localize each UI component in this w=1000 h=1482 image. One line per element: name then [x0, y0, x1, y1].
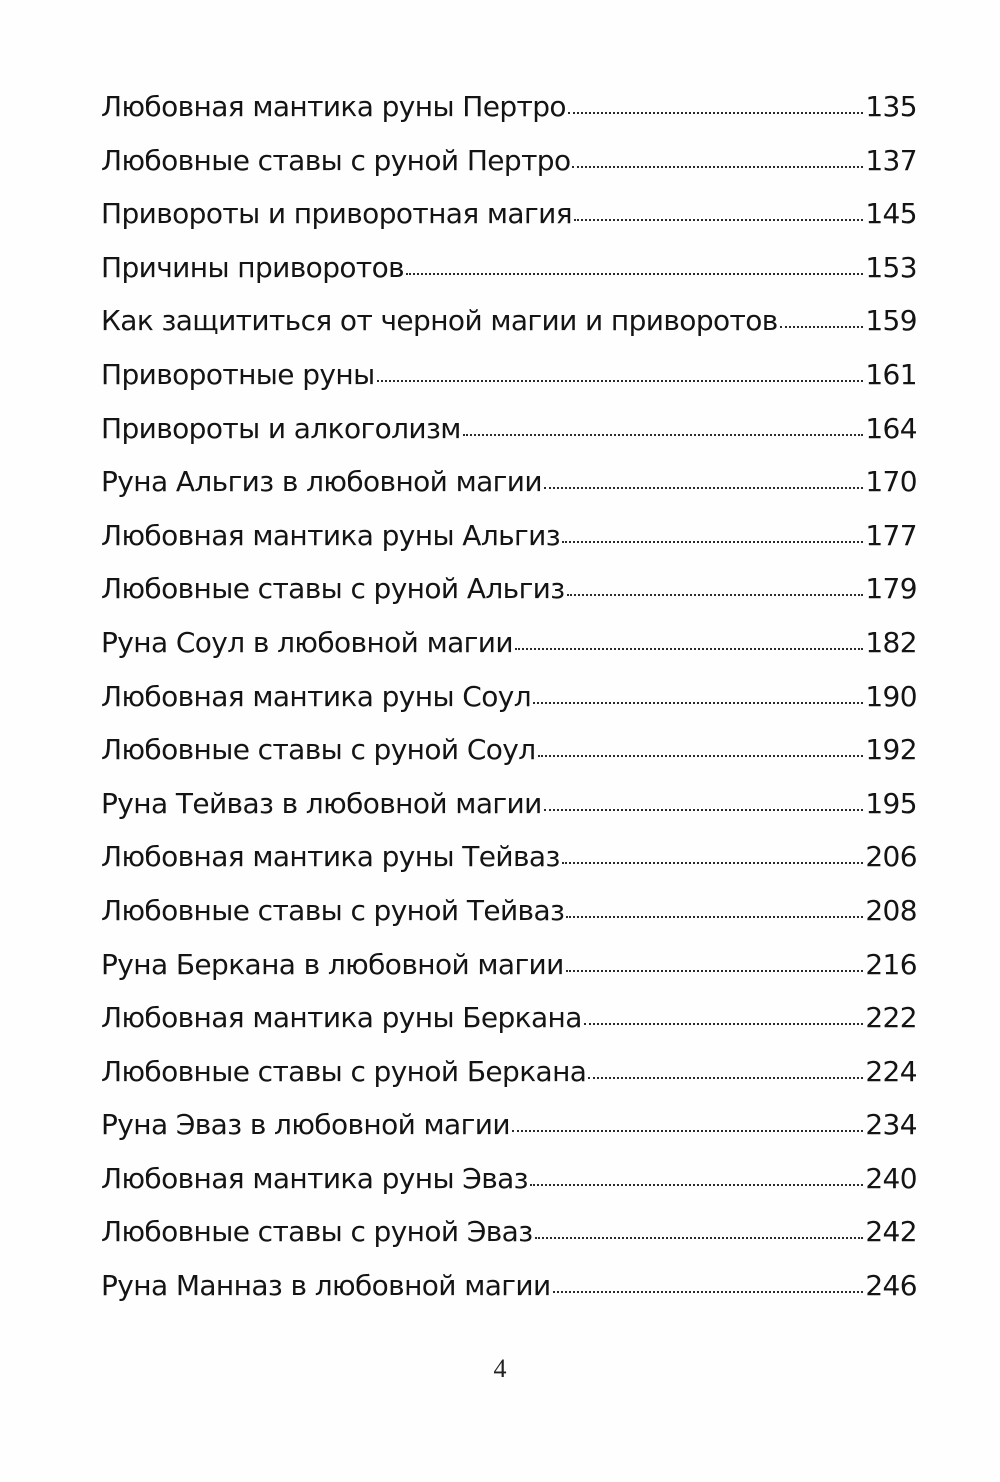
- toc-entry-title: Любовная мантика руны Соул: [101, 679, 532, 713]
- toc-entry-title: Руна Манназ в любовной магии: [101, 1269, 551, 1303]
- toc-entry-title: Любовная мантика руны Беркана: [101, 1001, 582, 1035]
- toc-entry: [101, 197, 917, 251]
- toc-entry-title: Привороты и приворотная магия: [101, 197, 572, 231]
- toc-entry-title: Любовные ставы с руной Беркана: [101, 1054, 587, 1088]
- toc-entry: [101, 1215, 917, 1269]
- dot-leader: [530, 1184, 863, 1186]
- page-number: 4: [493, 1354, 507, 1383]
- toc-entry: [101, 1108, 917, 1162]
- toc-entry-title: Приворотные руны: [101, 357, 375, 391]
- toc-entry: [101, 680, 917, 734]
- toc-entry-page: 159: [865, 304, 917, 338]
- toc-entry-page: 246: [865, 1269, 917, 1303]
- toc-entry: [101, 251, 917, 305]
- toc-entry-title: Руна Соул в любовной магии: [101, 625, 513, 659]
- toc-entry: [101, 304, 917, 358]
- toc-entry-page: 216: [865, 947, 917, 981]
- toc-entry-page: 137: [865, 143, 917, 177]
- toc-entry: [101, 840, 917, 894]
- toc-entry-page: 242: [865, 1215, 917, 1249]
- toc-entry: [101, 948, 917, 1002]
- dot-leader: [588, 1077, 863, 1079]
- dot-leader: [515, 648, 863, 650]
- toc-entry: [101, 412, 917, 466]
- dot-leader: [584, 1023, 864, 1025]
- dot-leader: [572, 166, 863, 168]
- toc-entry-page: 153: [865, 250, 917, 284]
- toc-entry-page: 192: [865, 733, 917, 767]
- toc-entry-title: Любовная мантика руны Пертро: [101, 90, 566, 123]
- dot-leader: [566, 970, 864, 972]
- toc-entry-title: Любовные ставы с руной Соул: [101, 733, 536, 767]
- toc-entry-title: Как защититься от черной магии и приворотов: [101, 304, 778, 338]
- toc-entry: [101, 572, 917, 626]
- toc-entry: [101, 519, 917, 573]
- toc-entry-title: Любовные ставы с руной Тейваз: [101, 893, 565, 927]
- toc-entry: [101, 1001, 917, 1055]
- dot-leader: [538, 755, 864, 757]
- toc-entry-page: 177: [865, 518, 917, 552]
- dot-leader: [406, 273, 863, 275]
- toc-entry-title: Руна Эваз в любовной магии: [101, 1108, 510, 1142]
- toc-entry-title: Любовные ставы с руной Альгиз: [101, 572, 565, 606]
- toc-entry-title: Любовная мантика руны Альгиз: [101, 518, 561, 552]
- toc-entry-page: 161: [865, 357, 917, 391]
- toc-entry-page: 240: [865, 1161, 917, 1195]
- toc-entry-title: Привороты и алкоголизм: [101, 411, 461, 445]
- toc-entry: [101, 787, 917, 841]
- toc-entry: [101, 144, 917, 198]
- toc-entry: [101, 626, 917, 680]
- toc-entry-page: 190: [865, 679, 917, 713]
- toc-entry: [101, 358, 917, 412]
- toc-entry-title: Руна Альгиз в любовной магии: [101, 465, 542, 499]
- toc-entry-page: 234: [865, 1108, 917, 1142]
- toc-entry-title: Любовные ставы с руной Пертро: [101, 143, 571, 177]
- toc-entry: [101, 90, 917, 144]
- dot-leader: [780, 326, 864, 328]
- toc-entry-title: Руна Тейваз в любовной магии: [101, 786, 542, 820]
- dot-leader: [562, 541, 863, 543]
- dot-leader: [574, 219, 863, 221]
- table-of-contents: [101, 90, 917, 1323]
- dot-leader: [377, 380, 864, 382]
- dot-leader: [562, 862, 864, 864]
- toc-entry-page: 179: [865, 572, 917, 606]
- toc-entry-page: 224: [865, 1054, 917, 1088]
- dot-leader: [544, 809, 864, 811]
- toc-entry: [101, 1162, 917, 1216]
- toc-entry-page: 182: [865, 625, 917, 659]
- toc-entry: [101, 1055, 917, 1109]
- toc-entry-page: 145: [865, 197, 917, 231]
- dot-leader: [566, 916, 863, 918]
- toc-entry-title: Любовная мантика руны Эваз: [101, 1161, 528, 1195]
- toc-entry-title: Причины приворотов: [101, 250, 405, 284]
- dot-leader: [463, 434, 864, 436]
- toc-entry: [101, 894, 917, 948]
- dot-leader: [533, 702, 863, 704]
- toc-entry-page: 206: [865, 840, 917, 874]
- dot-leader: [535, 1237, 864, 1239]
- toc-entry: [101, 1269, 917, 1323]
- toc-entry-page: 222: [865, 1001, 917, 1035]
- dot-leader: [567, 594, 864, 596]
- dot-leader: [553, 1291, 864, 1293]
- toc-entry: [101, 465, 917, 519]
- toc-entry-page: 195: [865, 786, 917, 820]
- dot-leader: [512, 1130, 863, 1132]
- dot-leader: [544, 487, 863, 489]
- dot-leader: [568, 112, 863, 114]
- toc-entry: [101, 733, 917, 787]
- toc-entry-page: 208: [865, 893, 917, 927]
- toc-entry-page: 170: [865, 465, 917, 499]
- toc-entry-title: Любовная мантика руны Тейваз: [101, 840, 560, 874]
- toc-entry-title: Любовные ставы с руной Эваз: [101, 1215, 533, 1249]
- toc-entry-title: Руна Беркана в любовной магии: [101, 947, 564, 981]
- toc-entry-page: 164: [865, 411, 917, 445]
- toc-entry-page: 135: [865, 90, 917, 123]
